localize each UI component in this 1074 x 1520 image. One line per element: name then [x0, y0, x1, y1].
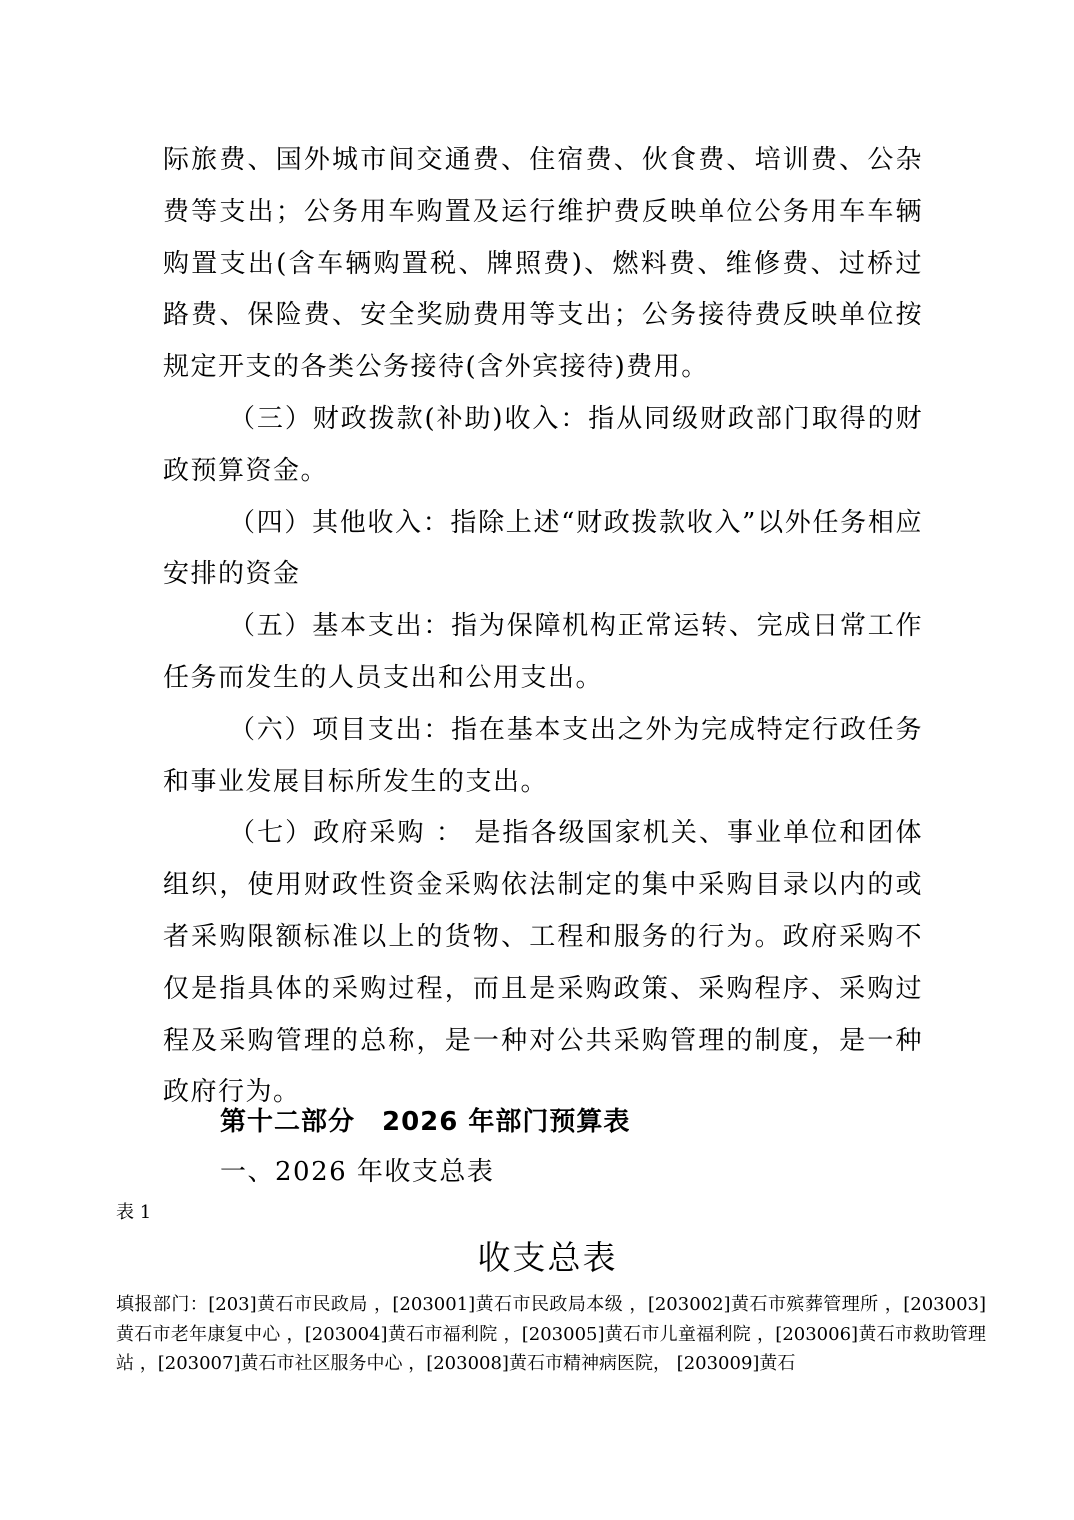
- paragraph-fiscal-appropriation-income: （三）财政拨款(补助)收入：指从同级财政部门取得的财政预算资金。: [163, 403, 923, 486]
- table-title: 收支总表: [477, 1238, 618, 1277]
- paragraph-other-income: （四）其他收入：指除上述“财政拨款收入”以外任务相应安排的资金: [163, 507, 923, 590]
- paragraph-continuation: 际旅费、国外城市间交通费、住宿费、伙食费、培训费、公杂费等支出；公务用车购置及运行维护费反映单位公务用车车辆购置支出(含车辆购置税、牌照费)、燃料费、维修费、过桥过路费、保险费、安全奖励费用等支出；公务接待费反映单位按规定开支的各类公务接待(含外宾接待)费用。: [163, 145, 923, 383]
- table-number: 表 1: [116, 1202, 152, 1223]
- paragraph-basic-expenditure: （五）基本支出：指为保障机构正常运转、完成日常工作任务而发生的人员支出和公用支出。: [163, 611, 923, 693]
- part-heading: 第十二部分 2026 年部门预算表: [220, 1107, 631, 1137]
- paragraph-government-procurement: （七）政府采购 ： 是指各级国家机关、事业单位和团体组织，使用财政性资金采购依法制定的集中采购目录以内的或者采购限额标准以上的货物、工程和服务的行为。政府采购不仅是指具体的采购过程，而且是采购政策、采购程序、采购过程及采购管理的总称，是一种对公共采购管理的制度，是一种政府行为。: [163, 818, 923, 1108]
- reporting-department: 填报部门：[203]黄石市民政局 ，[203001]黄石市民政局本级 ，[203002]黄石市殡葬管理所 ，[203003]黄石市老年康复中心 ，[203004]黄石市福利院 ，[203005]黄石市儿童福利院 ，[203006]黄石市救助管理站 ，[203007]黄石市社区服务中心 ，[203008]黄石市精神病医院， [203009]黄石: [116, 1294, 986, 1374]
- paragraph-project-expenditure: （六）项目支出：指在基本支出之外为完成特定行政任务和事业发展目标所发生的支出。: [163, 714, 923, 797]
- section-heading: 一、2026 年收支总表: [220, 1157, 495, 1187]
- body-text: [163, 135, 923, 1119]
